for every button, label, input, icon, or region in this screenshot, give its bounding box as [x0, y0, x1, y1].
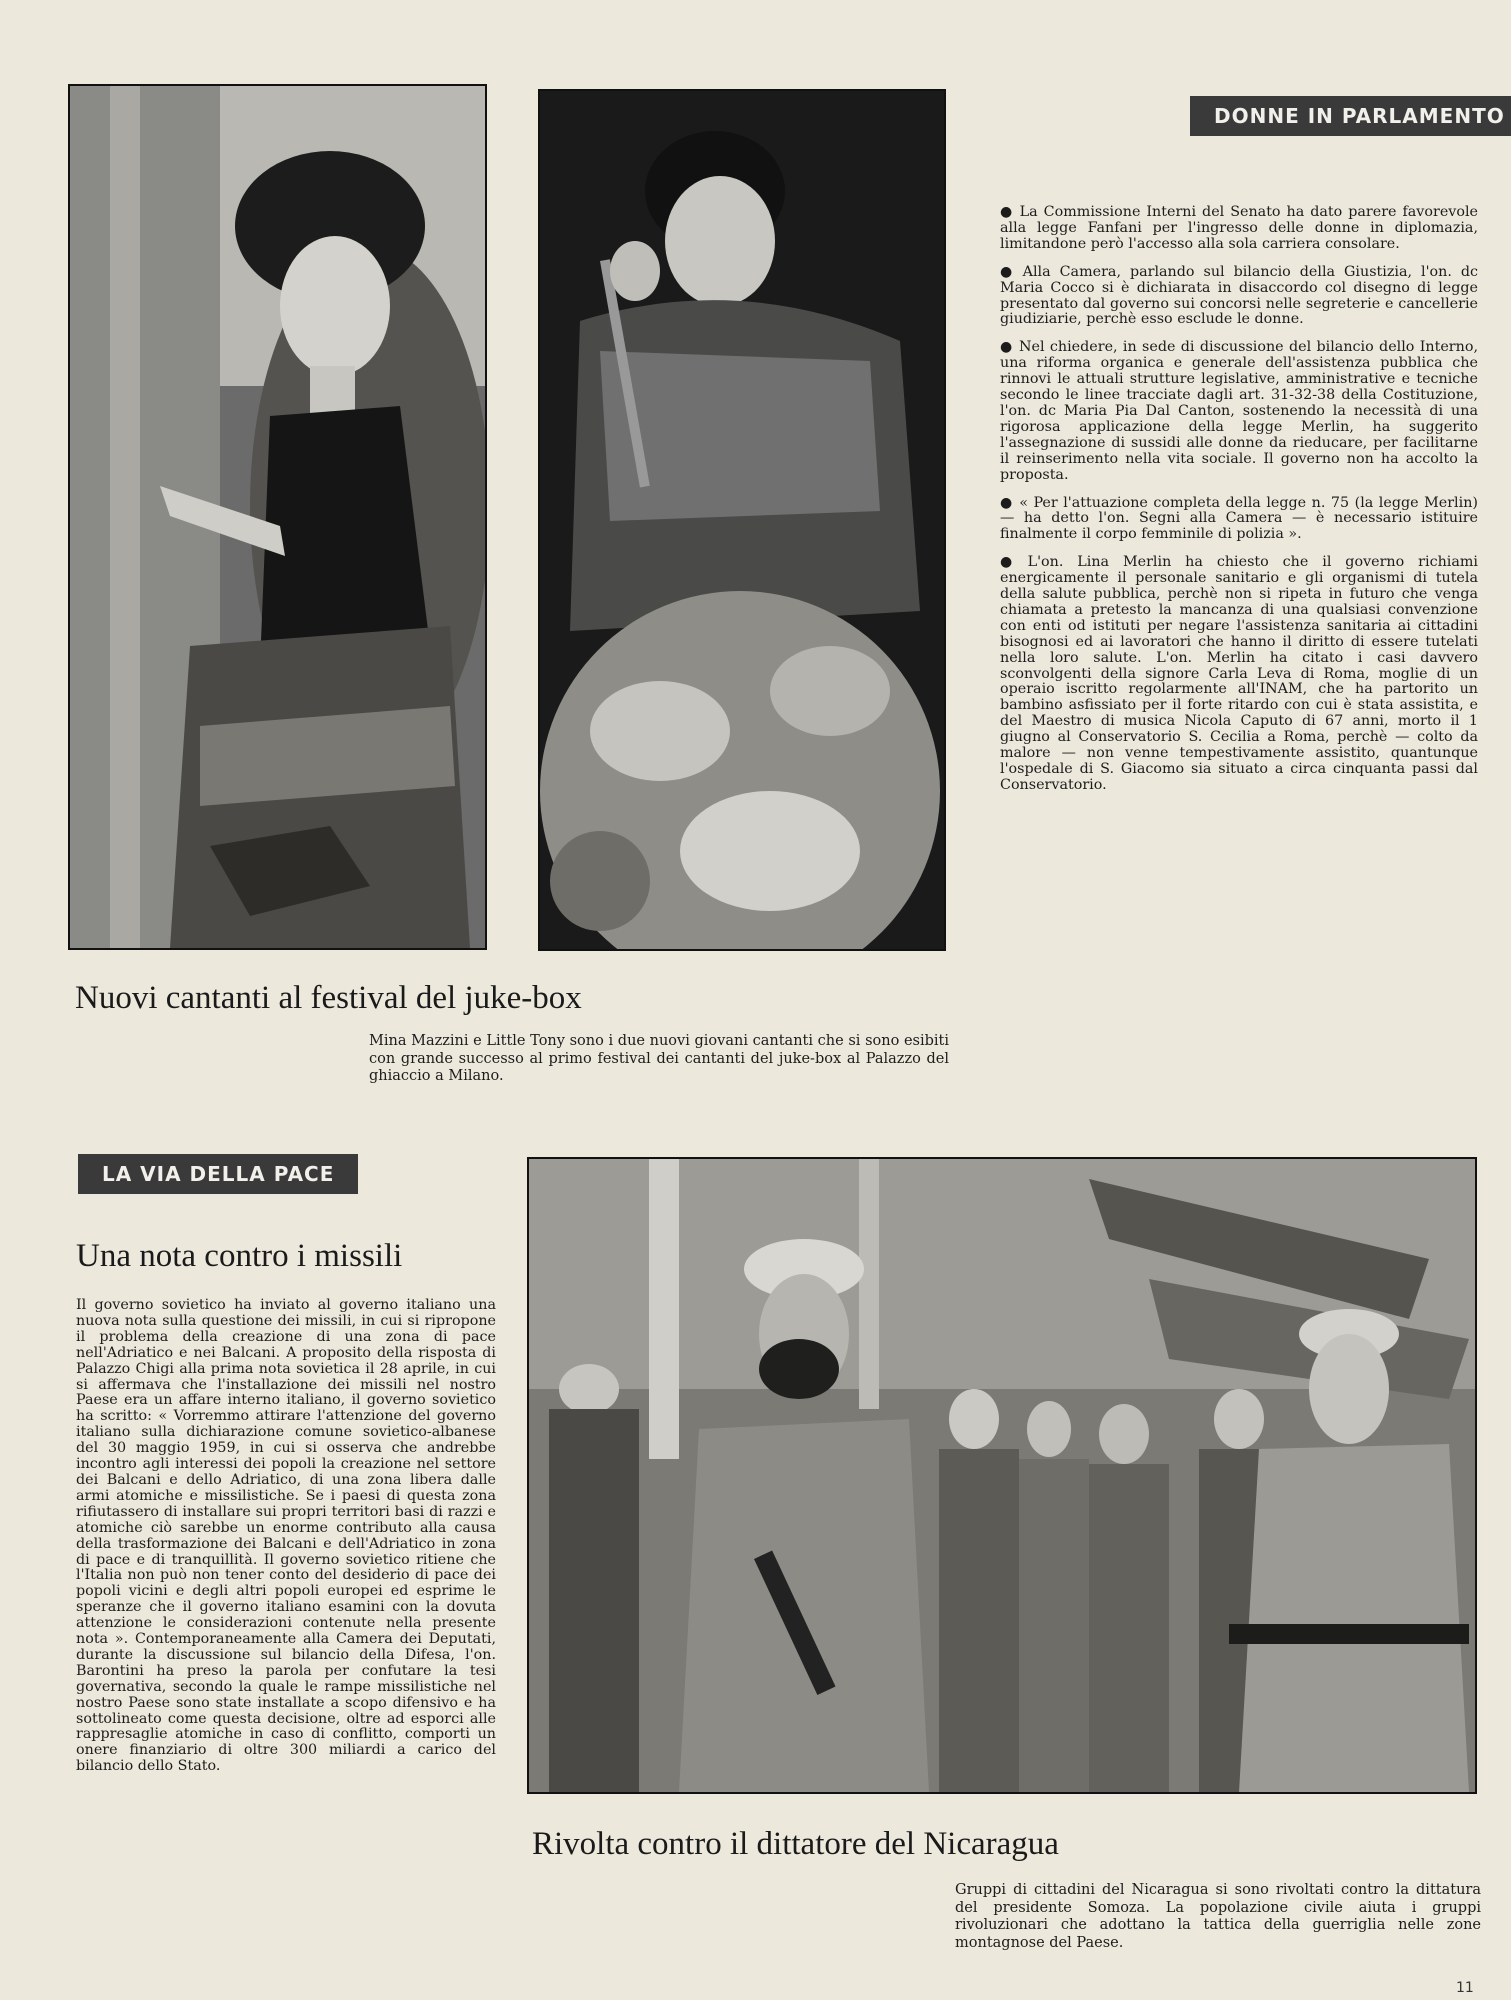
donne-item-3: ● Nel chiedere, in sede di discussione del bilancio dello Interno, una riforma organica e generale dell'assistenza pubblica che rinnovi le attuali strutture legislative, amministrative e tecniche secondo le linee tracciate dagli art. 31-32-38 della Costituzione, l'on. dc Maria Pia Dal Canton, sostenendo la necessità di una rigorosa applicazione della legge Merlin, ha suggerito l'assegnazione di sussidi alle donne da rieducare, per facilitarne il reinserimento nella vita sociale. Il governo non ha accolto la proposta.: [1000, 339, 1478, 483]
pace-body: Il governo sovietico ha inviato al governo italiano una nuova nota sulla questione dei missili, in cui si ripropone il problema della creazione di una zona di pace nell'Adriatico e nei Balcani. A proposito della risposta di Palazzo Chigi alla prima nota sovietica il 28 aprile, in cui si affermava che l'installazione dei missili nel nostro Paese era un affare interno italiano, il governo sovietico ha scritto: « Vorremmo attirare l'attenzione del governo italiano sulla dichiarazione comune sovietico-albanese del 30 maggio 1959, in cui si osserva che andrebbe incontro agli interessi dei popoli la creazione nel settore dei Balcani e dello Adriatico, di una zona libera dalle armi atomiche e missilistiche. Se i paesi di questa zona rifiutassero di installare sui propri territori basi di razzi e atomiche ciò sarebbe un enorme contributo alla causa della trasformazione dei Balcani e dell'Adriatico in zona di pace e di tranquillità. Il governo sovietico ritiene che l'Italia non può non tener conto del desiderio di pace dei popoli vicini e degli altri popoli europei ed esprime le speranze che il governo italiano esamini con la dovuta attenzione le considerazioni contenute nella presente nota ». Contemporaneamente alla Camera dei Deputati, durante la discussione sul bilancio della Difesa, l'on. Barontini ha preso la parola per confutare la tesi governativa, secondo la quale le rampe missilistiche nel nostro Paese sono state installate a scopo difensivo e ha sottolineato come questa decisione, oltre ad esporci alle rappresaglie atomiche in caso di conflitto, comporti un onere finanziario di oltre 300 miliardi a carico del bilancio dello Stato.: [76, 1297, 496, 1775]
photo-mina: [68, 84, 487, 950]
photo-nicaragua-illustration: [529, 1159, 1475, 1792]
donne-column: [1000, 205, 1478, 806]
pace-headline: Una nota contro i missili: [76, 1238, 403, 1274]
donne-item-4: ● « Per l'attuazione completa della legge n. 75 (la legge Merlin) — ha detto l'on. Segni alla Camera — è necessario istituire finalmente il corpo femminile di polizia ».: [1000, 494, 1478, 543]
donne-item-2: ● Alla Camera, parlando sul bilancio della Giustizia, l'on. dc Maria Cocco si è dichiarata in disaccordo col disegno di legge presentato dal governo sui concorsi nelle segreterie e cancellerie giudiziarie, perchè esso esclude le donne.: [1000, 263, 1478, 328]
donne-item-5: ● L'on. Lina Merlin ha chiesto che il governo richiami energicamente il personale sanitario e gli organismi di tutela della salute pubblica, perchè non si ripeta in futuro che venga chiamata a pretesto la mancanza di una qualsiasi convenzione con enti od istituti per negare l'assistenza sanitaria ai cittadini bisognosi ed ai lavoratori che hanno il diritto di essere tutelati nella loro salute. L'on. Merlin ha citato i casi davvero sconvolgenti della signore Carla Leva di Roma, moglie di un operaio iscritto regolarmente all'INAM, che ha partorito un bambino asfissiato per il forte ritardo con cui è stata assistita, e del Maestro di musica Nicola Caputo di 67 anni, morto il 1 giugno al Conservatorio S. Cecilia a Roma, perchè — colto da malore — non venne tempestivamente assistito, quantunque l'ospedale di S. Giacomo sia situato a circa cinquanta passi dal Conservatorio.: [1000, 554, 1479, 793]
nicaragua-headline: Rivolta contro il dittatore del Nicaragua: [532, 1826, 1059, 1862]
photo-tony-illustration: [540, 91, 944, 949]
section-label-donne-in-parlamento: DONNE IN PARLAMENTO: [1190, 96, 1511, 136]
jukebox-headline: Nuovi cantanti al festival del juke-box: [75, 980, 582, 1016]
page-number: 11: [1456, 1980, 1474, 1996]
donne-item-1: ● La Commissione Interni del Senato ha dato parere favorevole alla legge Fanfani per l'ingresso delle donne in diplomazia, limitandone però l'accesso alla sola carriera consolare.: [1000, 204, 1478, 252]
section-label-la-via-della-pace: LA VIA DELLA PACE: [78, 1154, 358, 1194]
photo-mina-illustration: [70, 86, 485, 948]
jukebox-caption: Mina Mazzini e Little Tony sono i due nuovi giovani cantanti che si sono esibiti con grande successo al primo festival dei cantanti del juke-box al Palazzo del ghiaccio a Milano.: [369, 1033, 949, 1084]
photo-little-tony: [538, 89, 946, 951]
nicaragua-caption: Gruppi di cittadini del Nicaragua si sono rivoltati contro la dittatura del presidente Somoza. La popolazione civile aiuta i gruppi rivoluzionari che adottano la tattica della guerriglia nelle zone montagnose del Paese.: [955, 1882, 1481, 1951]
photo-nicaragua-guerrillas: [527, 1157, 1477, 1794]
